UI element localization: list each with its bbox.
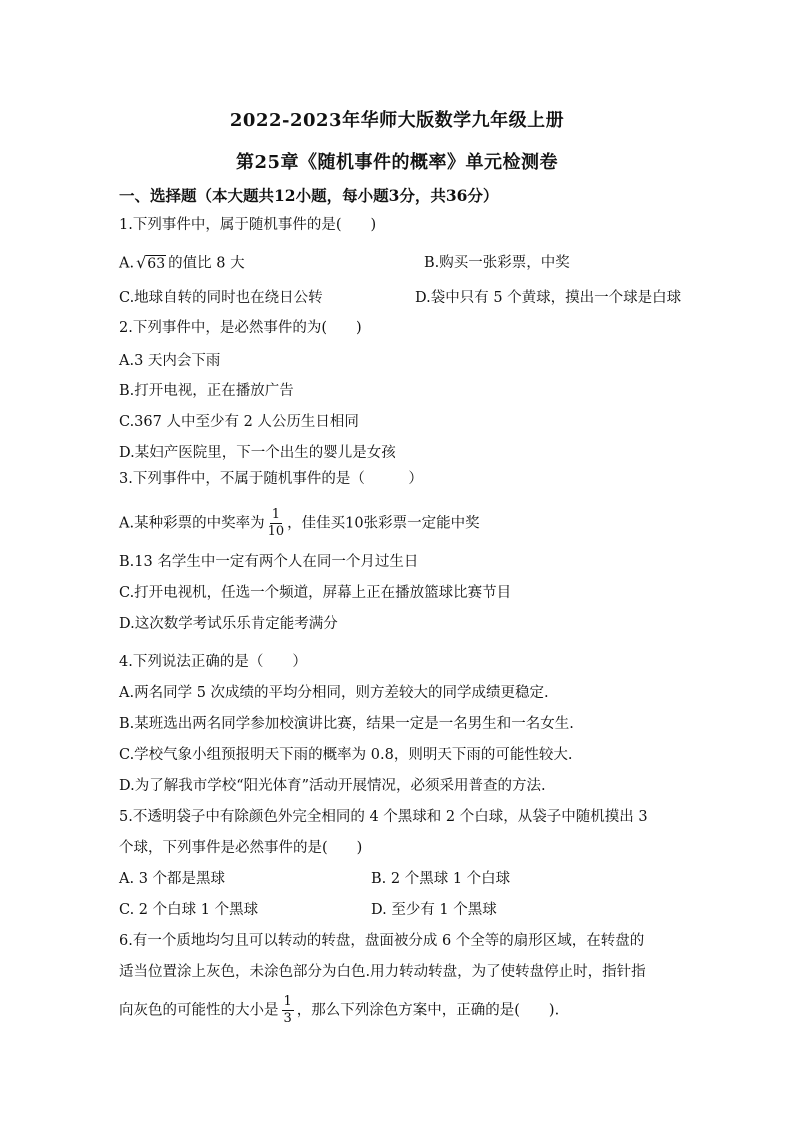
q2-option-d: D.某妇产医院里，下一个出生的婴儿是女孩 [119,445,396,461]
q3-option-d: D.这次数学考试乐乐肯定能考满分 [119,616,338,632]
q1-stem: 1.下列事件中，属于随机事件的是( ) [119,217,377,233]
q5-stem-line2: 个球，下列事件是必然事件的是( ) [119,840,363,856]
q3-stem: 3.下列事件中，不属于随机事件的是（ ） [119,471,423,487]
q6-stem-line2: 适当位置涂上灰色，未涂色部分为白色.用力转动转盘，为了使转盘停止时，指针指 [119,964,646,980]
q1-option-a-prefix: A. [119,255,135,272]
fraction-denominator: 10 [267,524,285,539]
sqrt-expression [136,253,166,274]
q1-option-d: D.袋中只有 5 个黄球，摸出一个球是白球 [415,290,682,306]
q6-line3-prefix: 向灰色的可能性的大小是 [119,1002,279,1019]
q2-stem: 2.下列事件中，是必然事件的为( ) [119,320,362,336]
q3-option-a [119,507,480,540]
q6-line3-suffix: ，那么下列涂色方案中，正确的是( ). [296,1002,560,1019]
q1-option-b: B.购买一张彩票，中奖 [424,255,570,271]
section-heading: 一、选择题（本大题共12小题，每小题3分，共36分） [119,186,499,205]
q5-option-b: B. 2 个黑球 1 个白球 [371,871,511,887]
q4-option-c: C.学校气象小组预报明天下雨的概率为 0.8，则明天下雨的可能性较大. [119,747,573,763]
fraction-numerator: 1 [283,994,292,1009]
q5-option-c: C. 2 个白球 1 个黑球 [119,902,259,918]
q5-stem-line1: 5.不透明袋子中有除颜色外完全相同的 4 个黑球和 2 个白球，从袋子中随机摸出 3 [119,809,648,825]
q5-option-d: D. 至少有 1 个黑球 [371,902,497,918]
q3-option-a-suffix: ，佳佳买10张彩票一定能中奖 [287,515,480,532]
q3-option-c: C.打开电视机，任选一个频道，屏幕上正在播放篮球比赛节目 [119,585,512,601]
q4-stem: 4.下列说法正确的是（ ） [119,654,307,670]
q1-option-c: C.地球自转的同时也在绕日公转 [119,290,323,306]
q3-option-b: B.13 名学生中一定有两个人在同一个月过生日 [119,554,419,570]
fraction-numerator: 1 [271,507,280,522]
q3-option-a-prefix: A.某种彩票的中奖率为 [119,515,265,532]
q6-stem-line3 [119,994,559,1027]
q2-option-a: A.3 天内会下雨 [119,353,221,369]
fraction-denominator: 3 [283,1011,292,1026]
q4-option-b: B.某班选出两名同学参加校演讲比赛，结果一定是一名男生和一名女生. [119,716,574,732]
q2-option-c: C.367 人中至少有 2 人公历生日相同 [119,414,359,430]
q1-option-a-suffix: 的值比 8 大 [168,255,245,272]
q1-option-a [119,253,245,274]
exam-subtitle: 第25章《随机事件的概率》单元检测卷 [235,152,559,173]
fraction-one-third [282,994,294,1027]
q4-option-a: A.两名同学 5 次成绩的平均分相同，则方差较大的同学成绩更稳定. [119,685,549,701]
q4-option-d: D.为了解我市学校“阳光体育”活动开展情况，必须采用普查的方法. [119,778,546,794]
fraction-one-tenth [268,507,285,540]
radical-sign-icon: √ [136,253,147,272]
q1-radicand: 63 [147,256,166,272]
q5-option-a: A. 3 个都是黑球 [119,871,226,887]
exam-title: 2022-2023年华师大版数学九年级上册 [229,110,565,131]
q6-stem-line1: 6.有一个质地均匀且可以转动的转盘，盘面被分成 6 个全等的扇形区域，在转盘的 [119,933,645,949]
q2-option-b: B.打开电视，正在播放广告 [119,383,294,399]
